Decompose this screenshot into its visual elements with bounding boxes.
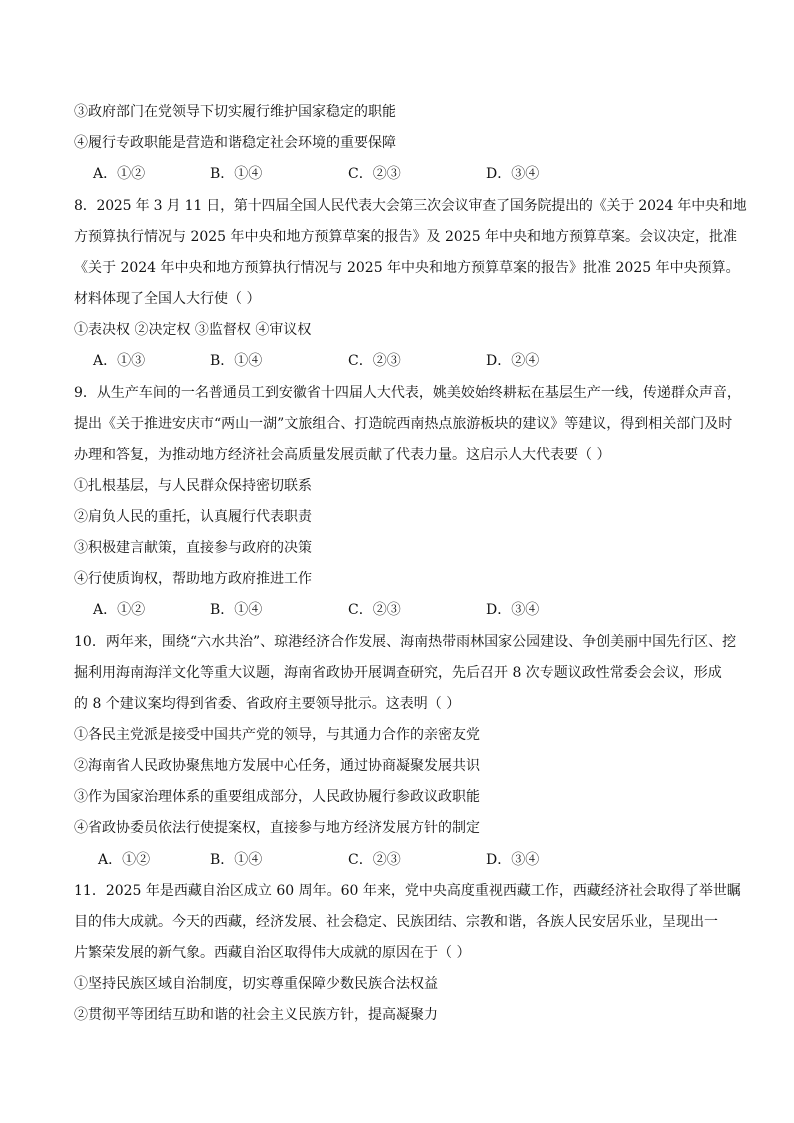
q8-stem-line-1: 8．2025 年 3 月 11 日，第十四届全国人民代表大会第三次会议审查了国务院提出的《关于 2024 年中央和地 — [74, 198, 747, 214]
q9-option-a[interactable]: A．①② — [93, 602, 146, 618]
q11-statement-2: ②贯彻平等团结互助和谐的社会主义民族方针，提高凝聚力 — [74, 1007, 438, 1023]
q10-statement-3: ③作为国家治理体系的重要组成部分，人民政协履行参政议政职能 — [74, 789, 480, 805]
q9-stem-line-2: 提出《关于推进安庆市“两山一湖”文旅组合、打造皖西南热点旅游板块的建议》等建议，得到相关部门及时 — [74, 416, 733, 432]
q7-option-a[interactable]: A．①② — [93, 166, 146, 182]
q9-stem-line-1: 9．从生产车间的一名普通员工到安徽省十四届人大代表，姚美姣始终耕耘在基层生产一线，传递群众声音， — [74, 385, 741, 401]
q9-stem-line-3: 办理和答复，为推动地方经济社会高质量发展贡献了代表力量。这启示人大代表要（ ） — [74, 447, 611, 463]
q9-statement-3: ③积极建言献策，直接参与政府的决策 — [74, 540, 312, 556]
q10-option-d[interactable]: D．③④ — [486, 852, 540, 868]
q9-statement-1: ①扎根基层，与人民群众保持密切联系 — [74, 478, 312, 494]
q8-stem-line-2: 方预算执行情况与 2025 年中央和地方预算草案的报告》及 2025 年中央和地方预算草案。会议决定，批准 — [74, 229, 738, 245]
q9-option-c[interactable]: C．②③ — [348, 602, 401, 618]
q7-option-d[interactable]: D．③④ — [486, 166, 540, 182]
q11-stem-line-3: 片繁荣发展的新气象。西藏自治区取得伟大成就的原因在于（ ） — [74, 945, 471, 961]
q8-option-a[interactable]: A．①③ — [93, 353, 146, 369]
q8-statements: ①表决权 ②决定权 ③监督权 ④审议权 — [74, 322, 312, 338]
q9-option-b[interactable]: B．①④ — [210, 602, 263, 618]
q10-statement-1: ①各民主党派是接受中国共产党的领导，与其通力合作的亲密友党 — [74, 727, 480, 743]
q10-stem-line-3: 的 8 个建议案均得到省委、省政府主要领导批示。这表明（ ） — [74, 696, 461, 712]
q8-option-c[interactable]: C．②③ — [348, 353, 401, 369]
q8-stem-line-4: 材料体现了全国人大行使（ ） — [74, 291, 261, 307]
q7-statement-4: ④履行专政职能是营造和谐稳定社会环境的重要保障 — [74, 135, 396, 151]
q7-option-c[interactable]: C．②③ — [348, 166, 401, 182]
q8-option-d[interactable]: D．②④ — [486, 353, 540, 369]
q10-option-a[interactable]: A．①② — [98, 852, 151, 868]
q11-statement-1: ①坚持民族区域自治制度，切实尊重保障少数民族合法权益 — [74, 976, 438, 992]
q9-option-d[interactable]: D．③④ — [486, 602, 540, 618]
q10-statement-2: ②海南省人民政协聚焦地方发展中心任务，通过协商凝聚发展共识 — [74, 758, 480, 774]
q8-option-b[interactable]: B．①④ — [210, 353, 263, 369]
q9-statement-4: ④行使质询权，帮助地方政府推进工作 — [74, 571, 312, 587]
q10-option-b[interactable]: B．①④ — [210, 852, 263, 868]
q10-statement-4: ④省政协委员依法行使提案权，直接参与地方经济发展方针的制定 — [74, 820, 480, 836]
q8-stem-line-3: 《关于 2024 年中央和地方预算执行情况与 2025 年中央和地方预算草案的报告》批准 2025 年中央预算。 — [74, 260, 740, 276]
q11-stem-line-1: 11．2025 年是西藏自治区成立 60 周年。60 年来，党中央高度重视西藏工作，西藏经济社会取得了举世瞩 — [74, 883, 741, 899]
q10-stem-line-1: 10．两年来，围绕“六水共治”、琼港经济合作发展、海南热带雨林国家公园建设、争创美丽中国先行区、挖 — [74, 634, 737, 650]
q10-stem-line-2: 掘利用海南海洋文化等重大议题，海南省政协开展调查研究，先后召开 8 次专题议政性常委会会议，形成 — [74, 665, 722, 681]
q10-option-c[interactable]: C．②③ — [348, 852, 401, 868]
q11-stem-line-2: 目的伟大成就。今天的西藏，经济发展、社会稳定、民族团结、宗教和谐，各族人民安居乐业，呈现出一 — [74, 914, 718, 930]
q9-statement-2: ②肩负人民的重托，认真履行代表职责 — [74, 509, 312, 525]
q7-statement-3: ③政府部门在党领导下切实履行维护国家稳定的职能 — [74, 104, 396, 120]
q7-option-b[interactable]: B．①④ — [210, 166, 263, 182]
